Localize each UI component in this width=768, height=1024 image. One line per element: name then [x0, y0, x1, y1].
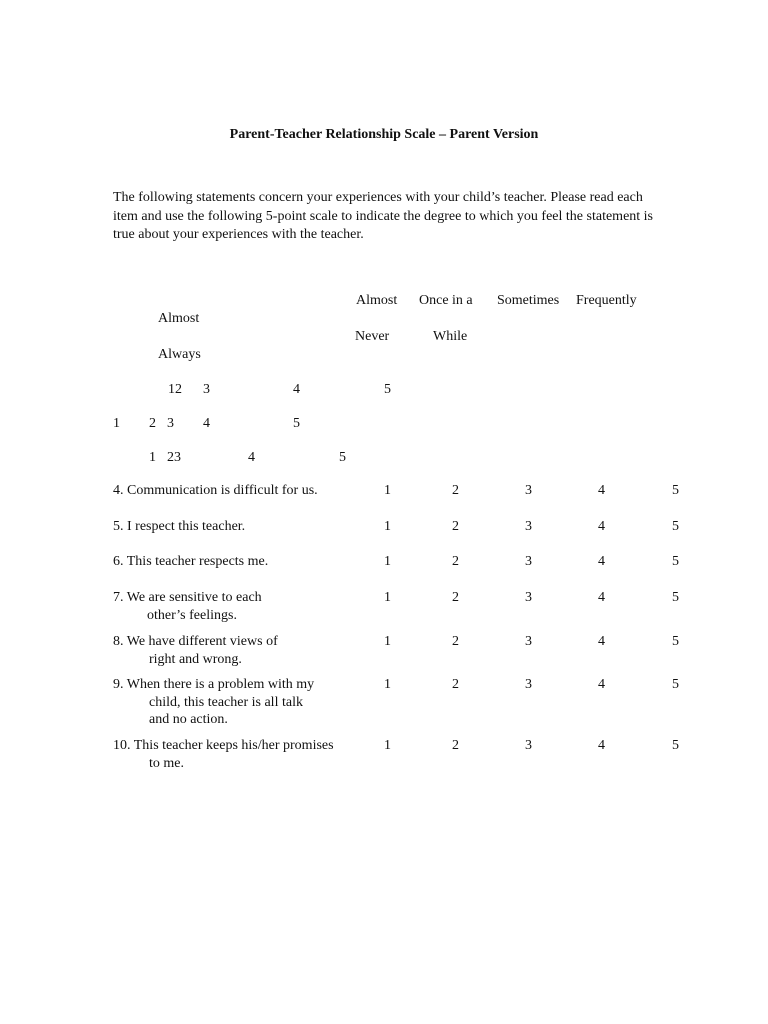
stray-row-2-value: 2: [149, 416, 156, 431]
item-text-line: 6. This teacher respects me.: [113, 554, 269, 569]
item-text-line: 7. We are sensitive to each: [113, 590, 262, 605]
rating-option-3[interactable]: 3: [525, 634, 532, 649]
rating-option-1[interactable]: 1: [384, 590, 391, 605]
header-almost-always-line1: Almost: [158, 311, 200, 326]
rating-option-5[interactable]: 5: [672, 483, 679, 498]
rating-option-1[interactable]: 1: [384, 519, 391, 534]
item-statement: [113, 676, 314, 729]
rating-option-1[interactable]: 1: [384, 483, 391, 498]
rating-option-4[interactable]: 4: [598, 519, 605, 534]
stray-row-3-value: 4: [248, 450, 255, 465]
rating-option-3[interactable]: 3: [525, 590, 532, 605]
header-frequently: Frequently: [576, 293, 637, 308]
stray-row-1-value: 4: [293, 382, 300, 397]
stray-row-3-value: 23: [167, 450, 181, 465]
rating-option-3[interactable]: 3: [525, 519, 532, 534]
rating-option-2[interactable]: 2: [452, 554, 459, 569]
item-statement: [113, 553, 268, 571]
stray-row-3-value: 5: [339, 450, 346, 465]
header-almost-always-line2: Always: [158, 347, 201, 362]
item-text-line: 10. This teacher keeps his/her promises: [113, 738, 334, 753]
item-statement: [113, 737, 334, 772]
item-text-line: child, this teacher is all talk: [149, 694, 303, 710]
header-almost-never-line2: Never: [355, 329, 390, 344]
stray-row-1-value: 3: [203, 382, 210, 397]
rating-option-1[interactable]: 1: [384, 554, 391, 569]
rating-option-2[interactable]: 2: [452, 519, 459, 534]
page-title: Parent-Teacher Relationship Scale – Parent Version: [229, 127, 539, 142]
header-once-in-a-while-line2: While: [433, 329, 468, 344]
item-text-line: and no action.: [149, 712, 228, 727]
rating-option-3[interactable]: 3: [525, 677, 532, 692]
item-text-line: 5. I respect this teacher.: [113, 519, 246, 534]
item-text-line: right and wrong.: [149, 651, 242, 667]
stray-row-2-value: 3: [167, 416, 174, 431]
rating-option-2[interactable]: 2: [452, 634, 459, 649]
rating-option-1[interactable]: 1: [384, 634, 391, 649]
item-text-line: to me.: [149, 755, 184, 771]
header-once-in-a-while-line1: Once in a: [419, 293, 473, 308]
rating-option-4[interactable]: 4: [598, 590, 605, 605]
instructions-paragraph: The following statements concern your experiences with your child’s teacher. Please read each item and use the following 5-point scale to indicate the degree to which you feel the statement is true about your experiences with the teacher.: [113, 190, 654, 242]
item-text-line: 9. When there is a problem with my: [113, 677, 315, 692]
item-statement: [113, 518, 245, 536]
rating-option-2[interactable]: 2: [452, 677, 459, 692]
stray-row-2-value: 5: [293, 416, 300, 431]
rating-option-5[interactable]: 5: [672, 634, 679, 649]
rating-option-5[interactable]: 5: [672, 554, 679, 569]
header-almost-never-line1: Almost: [356, 293, 398, 308]
item-text-line: other’s feelings.: [147, 607, 237, 623]
stray-row-1-value: 5: [384, 382, 391, 397]
rating-option-3[interactable]: 3: [525, 738, 532, 753]
rating-option-1[interactable]: 1: [384, 738, 391, 753]
stray-row-1-value: 12: [168, 382, 182, 397]
header-sometimes: Sometimes: [497, 293, 560, 308]
rating-option-2[interactable]: 2: [452, 590, 459, 605]
rating-option-4[interactable]: 4: [598, 483, 605, 498]
rating-option-2[interactable]: 2: [452, 483, 459, 498]
item-text-line: 4. Communication is difficult for us.: [113, 483, 318, 498]
rating-option-4[interactable]: 4: [598, 677, 605, 692]
item-statement: [113, 589, 262, 624]
rating-option-5[interactable]: 5: [672, 677, 679, 692]
item-statement: [113, 633, 278, 668]
rating-option-3[interactable]: 3: [525, 554, 532, 569]
item-statement: [113, 482, 318, 500]
rating-option-4[interactable]: 4: [598, 634, 605, 649]
rating-option-5[interactable]: 5: [672, 738, 679, 753]
rating-option-1[interactable]: 1: [384, 677, 391, 692]
item-text-line: 8. We have different views of: [113, 634, 278, 649]
rating-option-3[interactable]: 3: [525, 483, 532, 498]
rating-option-4[interactable]: 4: [598, 554, 605, 569]
rating-option-5[interactable]: 5: [672, 519, 679, 534]
rating-option-2[interactable]: 2: [452, 738, 459, 753]
rating-option-4[interactable]: 4: [598, 738, 605, 753]
rating-option-5[interactable]: 5: [672, 590, 679, 605]
stray-row-2-value: 4: [203, 416, 210, 431]
stray-row-2-value: 1: [113, 416, 120, 431]
stray-row-3-value: 1: [149, 450, 156, 465]
